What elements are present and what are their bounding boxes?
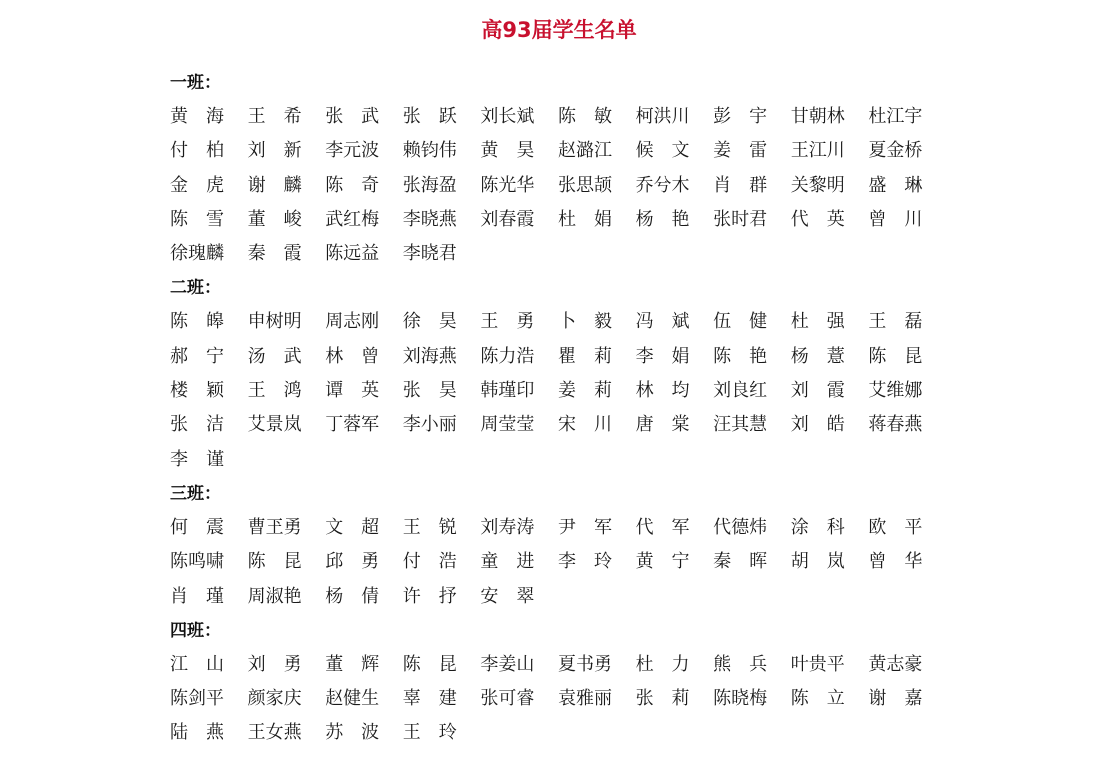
student-name: 乔兮木: [635, 174, 690, 196]
student-name: 张 洁: [170, 414, 224, 436]
student-name: 代 军: [635, 516, 690, 538]
student-name: 李小丽: [402, 414, 457, 436]
student-name: 陈 皞: [170, 311, 224, 333]
student-name: 代德炜: [713, 516, 768, 538]
student-name: 黄 昊: [480, 140, 535, 162]
student-name: 张思颉: [557, 174, 612, 196]
student-name: 杜 力: [635, 653, 690, 675]
page-title: 高93届学生名单: [481, 18, 637, 42]
student-name: 杜江宇: [868, 106, 923, 127]
student-name: 颜家庆: [247, 688, 302, 710]
student-name: 艾景岚: [247, 414, 302, 436]
student-name: 刘 勇: [247, 653, 302, 675]
student-name: 谢 嘉: [868, 688, 923, 710]
student-name: 秦 晖: [713, 551, 768, 573]
student-name: 谢 麟: [247, 174, 302, 196]
class-heading: 二班：: [170, 278, 221, 299]
student-name: 谭 英: [325, 380, 380, 402]
student-name: 刘长斌: [480, 106, 535, 127]
student-name: 童 进: [480, 551, 535, 573]
student-name: 付 浩: [402, 551, 457, 573]
student-name: 姜 雷: [713, 140, 768, 162]
student-name: 刘 皓: [790, 414, 845, 436]
name-row: [170, 340, 940, 374]
student-name: 胡 岚: [790, 551, 845, 573]
name-row: [170, 305, 940, 339]
class-section: [170, 271, 940, 476]
name-row: [170, 682, 940, 716]
student-name: 李晓燕: [402, 208, 457, 230]
student-name: 徐 昊: [402, 311, 457, 333]
student-name: 李 谨: [170, 448, 224, 470]
student-name: 武红梅: [325, 208, 380, 230]
student-name: 林 均: [635, 380, 690, 402]
student-name: 王 玲: [402, 722, 457, 744]
student-name: 王女燕: [247, 722, 302, 744]
student-name: 陈 奇: [325, 174, 380, 196]
student-name: 李 娟: [635, 345, 690, 367]
student-name: 王 希: [247, 106, 302, 127]
student-name: 黄 宁: [635, 551, 690, 573]
student-name: 李姜山: [480, 653, 535, 675]
student-name: 韩瑾印: [480, 380, 535, 402]
student-name: 杜 娟: [557, 208, 612, 230]
student-name: 柯洪川: [635, 106, 690, 127]
student-name: 陈 立: [790, 688, 845, 710]
student-name: 赵潞江: [557, 140, 612, 162]
student-name: 叶贵平: [790, 653, 845, 675]
student-name: 刘春霞: [480, 208, 535, 230]
student-name: 宋 川: [557, 414, 612, 436]
student-name: 文 超: [325, 516, 380, 538]
student-name: 艾维娜: [868, 380, 923, 402]
student-name: 赖钧伟: [402, 140, 457, 162]
student-name: 张海盈: [402, 174, 457, 196]
student-name: 安 翠: [480, 585, 535, 607]
student-name: 张 跃: [402, 106, 457, 127]
student-name: 卜 毅: [557, 311, 612, 333]
name-row: [170, 511, 940, 545]
student-name: 袁雅丽: [557, 688, 612, 710]
student-name: 关黎明: [790, 174, 845, 196]
student-name: 王 锐: [402, 516, 457, 538]
student-name: 邱 勇: [325, 551, 380, 573]
student-name: 申树明: [247, 311, 302, 333]
student-name: 赵健生: [325, 688, 380, 710]
student-name: 张时君: [713, 208, 768, 230]
class-section: [170, 66, 940, 271]
student-name: 杨 倩: [325, 585, 380, 607]
student-name: 李晓君: [402, 243, 457, 265]
student-name: 盛 琳: [868, 174, 923, 196]
student-name: 陈剑平: [170, 688, 224, 710]
student-name: 辜 建: [402, 688, 457, 710]
student-name: 陈 昆: [868, 345, 923, 367]
student-name: 蒋春燕: [868, 414, 923, 436]
student-name: 黄 海: [170, 106, 224, 127]
student-name: 王 勇: [480, 311, 535, 333]
student-name: 陆 燕: [170, 722, 224, 744]
student-name: 王江川: [790, 140, 845, 162]
student-name: 熊 兵: [713, 653, 768, 675]
student-name: 夏金桥: [868, 140, 923, 162]
student-name: 陈远益: [325, 243, 380, 265]
class-heading: 一班：: [170, 73, 221, 93]
student-name: 甘朝林: [790, 106, 845, 127]
student-name: 黄志豪: [868, 653, 923, 675]
student-name: 周莹莹: [480, 414, 535, 436]
student-name: 候 文: [635, 140, 690, 162]
student-name: 丁蓉军: [325, 414, 380, 436]
student-name: 肖 瑾: [170, 585, 224, 607]
student-name: 彭 宇: [713, 106, 768, 127]
class-heading: 四班：: [170, 620, 221, 641]
student-name: 曾 川: [868, 208, 923, 230]
student-name: 陈光华: [480, 174, 535, 196]
student-name: 李元波: [325, 140, 380, 162]
student-name: 陈 昆: [247, 551, 302, 573]
student-name: 汤 武: [247, 345, 302, 367]
student-name: 代 英: [790, 208, 845, 230]
name-row: [170, 443, 940, 477]
student-name: 陈 昆: [402, 653, 457, 675]
student-name: 张 武: [325, 106, 380, 127]
student-name: 苏 波: [325, 722, 380, 744]
student-name: 刘良红: [713, 380, 768, 402]
student-name: 张 莉: [635, 688, 690, 710]
student-name: 周志刚: [325, 311, 380, 333]
student-name: 肖 群: [713, 174, 768, 196]
student-name: 董 峻: [247, 208, 302, 230]
student-name: 陈 雪: [170, 208, 224, 230]
name-row: [170, 374, 940, 408]
student-name: 涂 科: [790, 516, 845, 538]
student-name: 陈 艳: [713, 345, 768, 367]
student-name: 尹 军: [557, 516, 612, 538]
student-name: 曹玊勇: [247, 516, 302, 538]
student-name: 张可睿: [480, 688, 535, 710]
student-name: 汪其慧: [713, 414, 768, 436]
student-name: 许 抒: [402, 585, 457, 607]
student-name: 陈鸣啸: [170, 551, 224, 573]
name-row: [170, 580, 940, 614]
class-heading: 三班：: [170, 483, 221, 504]
student-name: 付 柏: [170, 140, 224, 162]
student-name: 杜 强: [790, 311, 845, 333]
name-row: [170, 408, 940, 442]
student-name: 冯 斌: [635, 311, 690, 333]
student-name: 刘 霞: [790, 380, 845, 402]
student-name: 曾 华: [868, 551, 923, 573]
student-name: 徐瑰麟: [170, 243, 224, 265]
student-name: 王 磊: [868, 311, 923, 333]
student-name: 杨 薏: [790, 345, 845, 367]
student-name: 夏书勇: [557, 653, 612, 675]
student-name: 郝 宁: [170, 345, 224, 367]
student-name: 欧 平: [868, 516, 923, 538]
class-section: [170, 477, 940, 614]
name-row: [170, 716, 940, 750]
name-row: [170, 545, 940, 579]
student-name: 瞿 莉: [557, 345, 612, 367]
student-name: 陈晓梅: [713, 688, 768, 710]
student-name: 伍 健: [713, 311, 768, 333]
student-name: 林 曾: [325, 345, 380, 367]
class-section: [170, 614, 940, 751]
student-name: 刘 新: [247, 140, 302, 162]
name-row: [170, 648, 940, 682]
student-name: 张 昊: [402, 380, 457, 402]
student-name: 刘寿涛: [480, 516, 535, 538]
name-row: [170, 169, 940, 203]
name-row: [170, 203, 940, 237]
name-row: [170, 237, 940, 271]
student-name: 陈力浩: [480, 345, 535, 367]
student-name: 秦 霞: [247, 243, 302, 265]
student-name: 周淑艳: [247, 585, 302, 607]
student-name: 金 虎: [170, 174, 224, 196]
student-name: 何 震: [170, 516, 224, 538]
name-row: [170, 134, 940, 168]
student-name: 陈 敏: [557, 106, 612, 127]
student-name: 杨 艳: [635, 208, 690, 230]
student-name: 姜 莉: [557, 380, 612, 402]
student-roster: [170, 66, 940, 751]
student-name: 唐 棠: [635, 414, 690, 436]
student-name: 楼 颖: [170, 380, 224, 402]
student-name: 李 玲: [557, 551, 612, 573]
student-name: 江 山: [170, 653, 224, 675]
student-name: 刘海燕: [402, 345, 457, 367]
student-name: 王 鸿: [247, 380, 302, 402]
name-row: [170, 100, 940, 134]
student-name: 董 辉: [325, 653, 380, 675]
